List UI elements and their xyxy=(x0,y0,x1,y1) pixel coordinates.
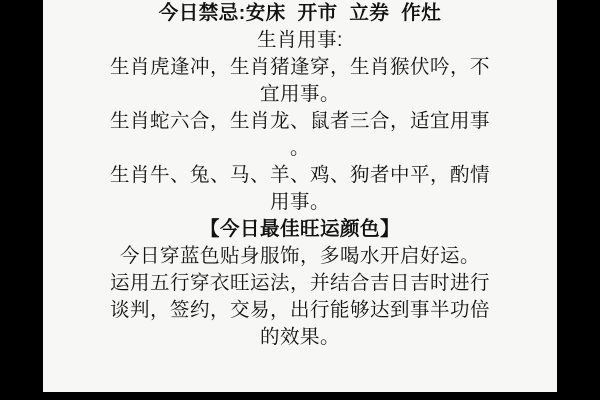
bottom-letterbox xyxy=(0,392,600,400)
zodiac-clash-line-1: 生肖虎逢冲，生肖猪逢穿，生肖猴伏吟，不 xyxy=(109,56,490,78)
lucky-color-heading: 【今日最佳旺运颜色】 xyxy=(199,218,400,240)
taboo-line: 今日禁忌:安床 开市 立券 作灶 xyxy=(158,2,442,24)
zodiac-clash-line-2: 宜用事。 xyxy=(259,83,340,105)
zodiac-harmony-line-2: 。 xyxy=(289,137,310,159)
zodiac-harmony-line-1: 生肖蛇六合，生肖龙、鼠者三合，适宜用事 xyxy=(109,110,490,132)
document-sheet xyxy=(43,0,557,400)
zodiac-neutral-line-1: 生肖牛、兔、马、羊、鸡、狗者中平，酌情 xyxy=(109,164,490,186)
wuxing-line-2: 谈判，签约，交易，出行能够达到事半功倍 xyxy=(109,299,490,321)
zodiac-heading: 生肖用事: xyxy=(257,29,343,51)
wuxing-line-1: 运用五行穿衣旺运法，并结合吉日吉时进行 xyxy=(109,272,490,294)
wuxing-line-3: 的效果。 xyxy=(259,326,340,348)
lucky-color-advice: 今日穿蓝色贴身服饰，多喝水开启好运。 xyxy=(119,245,480,267)
zodiac-neutral-line-2: 用事。 xyxy=(269,191,330,213)
